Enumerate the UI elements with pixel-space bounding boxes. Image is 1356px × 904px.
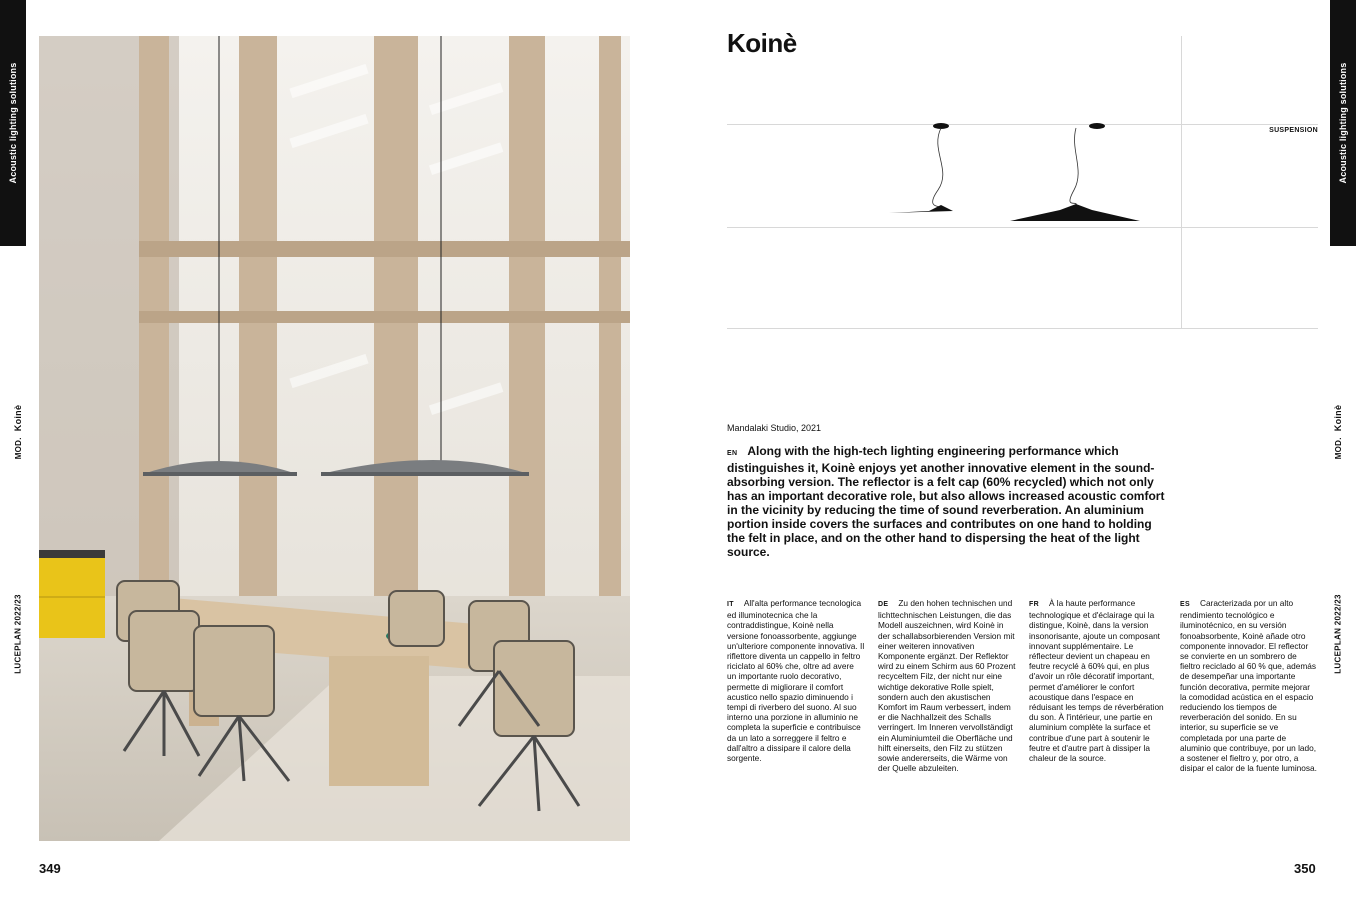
lang-tag-de: DE [878, 601, 889, 608]
description-de [878, 598, 1016, 773]
model-label-right: MOD.Koinè [1333, 404, 1343, 460]
body-es: Caracterizada por un alto rendimiento tecnológico e iluminotécnico, en su versión fonoabsorbente, Koinè añade otro componente innovador. El reflector se convierte en un sombrero de fieltro reciclado al 60 % que, además de desempeñar una importante función decorativa, permite mejorar la comodidad acústica en el espacio reduciendo los tiempos de reverberación del sonido. En su interior, su superficie se ve completada por una parte de aluminio que contribuye, por un lado, a sostener el fieltro y, por otro, a disipar el calor de la fuente luminosa. [1180, 598, 1317, 774]
lang-tag-en: EN [727, 450, 738, 457]
body-it: All'alta performance tecnologica ed illuminotecnica che la contraddistingue, Koinè nella versione fonoassorbente, aggiunge un'ulteriore componente innovativa. Il riflettore diventa un cappello in feltro riciclato al 60% che, oltre ad avere un importante ruolo decorativo, permette di migliorare il comfort acustico nello spazio diminuendo i tempi di riverbero del suono. Al suo interno una porzione in alluminio ne completa la superficie e contribuisce da un lato a sorreggere il feltro e dall'altro a dissipare il calore della sorgente. [727, 598, 865, 764]
catalog-label-left: LUCEPLAN 2022/23 [13, 594, 23, 674]
suspension-diagram [880, 120, 1150, 230]
cable-large [1070, 128, 1078, 205]
diagram-rule [727, 328, 1318, 329]
cable-small [933, 128, 943, 208]
lang-tag-it: IT [727, 601, 734, 608]
model-label-left: MOD.Koinè [13, 404, 23, 460]
designer-credit: Mandalaki Studio, 2021 [727, 423, 822, 433]
section-tab-right [1330, 0, 1356, 246]
description-es [1180, 598, 1318, 773]
shade-large [1010, 204, 1140, 221]
body-fr: À la haute performance technologique et d'éclairage qui la distingue, Koinè, dans la version insonorisante, ajoute un composant innovant supplémentaire. Le réflecteur devient un chapeau en feutre recyclé à 60% qui, en plus d'avoir un rôle décoratif important, permet d'améliorer le confort acoustique dans l'espace en réduisant les temps de réverbération du son. À l'intérieur, une partie en aluminium complète la surface et contribue d'une part à soutenir le feutre et d'autre part à dissiper la chaleur de la source. [1029, 598, 1164, 764]
description-en [727, 444, 1167, 559]
description-it [727, 598, 865, 763]
shade-small [889, 205, 953, 213]
body-en: Along with the high-tech lighting engineering performance which distinguishes it, Koinè enjoys yet another innovative element in the sound-absorbing version. The reflector is a felt cap (60% recycled) which not only has an important decorative role, but also allows increased acoustic comfort in the vicinity by reducing the time of sound reverberation. An aluminium portion inside covers the surfaces and contributes on one hand to holding the felt in place, and on the other hand to dispersing the heat of the light source. [727, 444, 1165, 559]
canopy-large [1089, 123, 1105, 129]
interior-photo [39, 36, 630, 841]
catalog-label-right: LUCEPLAN 2022/23 [1333, 594, 1343, 674]
diagram-divider [1181, 36, 1182, 328]
body-de: Zu den hohen technischen und lichttechnischen Leistungen, die das Modell auszeichnen, wird Koinè in der schallabsorbierenden Version mit einer weiteren innovativen Komponente ergänzt. Der Reflektor wird zu einem Schirm aus 60 Prozent recyceltem Filz, der nicht nur eine wichtige dekorative Rolle spielt, sondern auch den akustischen Komfort im Raum verbessert, indem er die Nachhallzeit des Schalls verringert. Im Inneren vervollständigt ein Aluminiumteil die Oberfläche und hilft einerseits, den Filz zu stützen sowie andererseits, die Wärme von der Quelle abzuleiten. [878, 598, 1016, 774]
type-label: SUSPENSION [1269, 127, 1318, 134]
photo-illustration [39, 36, 630, 841]
section-tab-label: Acoustic lighting solutions [1338, 62, 1348, 184]
section-tab-label: Acoustic lighting solutions [8, 62, 18, 184]
page-number-right: 350 [1294, 861, 1316, 876]
section-tab-left [0, 0, 26, 246]
page-number-left: 349 [39, 861, 61, 876]
product-title: Koinè [727, 28, 797, 58]
lang-tag-es: ES [1180, 601, 1190, 608]
description-fr [1029, 598, 1167, 763]
lang-tag-fr: FR [1029, 601, 1039, 608]
